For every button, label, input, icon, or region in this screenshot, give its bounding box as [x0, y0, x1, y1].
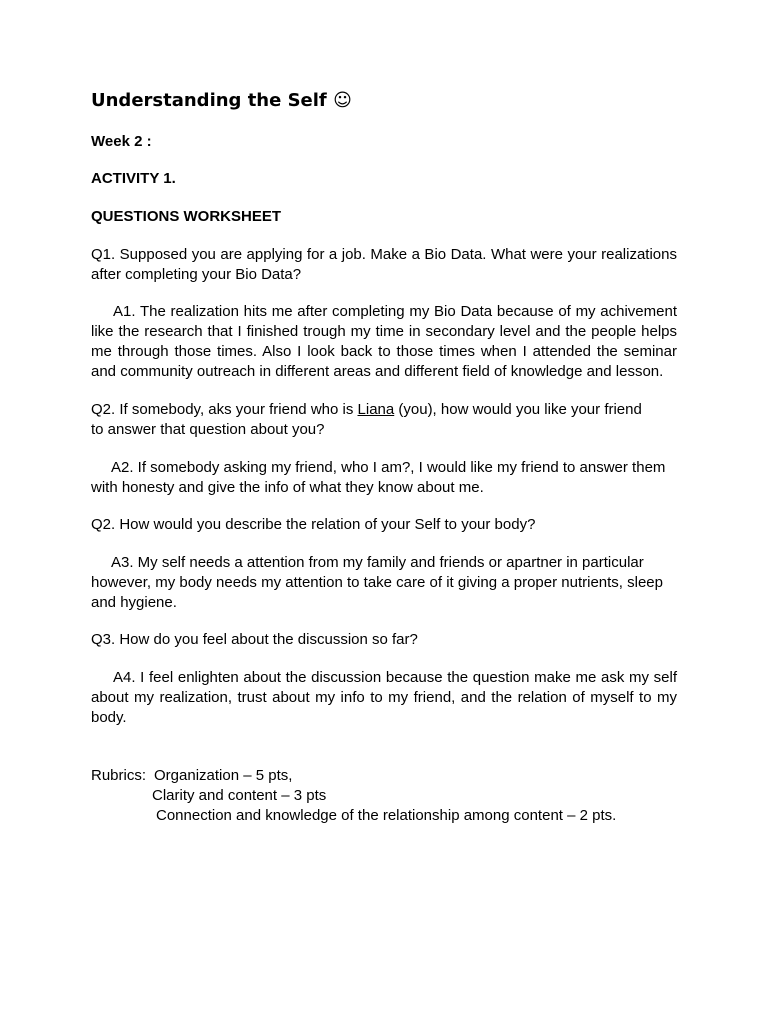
rubric-item: Clarity and content – 3 pts: [152, 787, 327, 804]
document-title: [91, 89, 352, 113]
question-2-suffix: (you), how would you like your friend to answer that question about you?: [91, 401, 642, 438]
smiley-icon: ☺: [333, 90, 352, 111]
answer-4: A4. I feel enlighten about the discussion because the question make me ask my self about my realization, trust about my info to my friend, and the relation of myself to my body.: [91, 669, 677, 726]
answer-3: A3. My self needs a attention from my family and friends or apartner in particular however, my body needs my attention to take care of it giving a proper nutrients, sleep and hygiene.: [91, 554, 663, 611]
rubric-item: Organization – 5 pts,: [154, 767, 293, 784]
rubrics-label: Rubrics:: [91, 767, 147, 784]
student-name: Liana: [357, 401, 395, 418]
activity-heading: ACTIVITY 1.: [91, 170, 176, 187]
question-2: [91, 400, 657, 440]
title-text: Understanding the Self: [91, 90, 327, 111]
answer-1: A1. The realization hits me after completing my Bio Data because of my achivement like the research that I finished trough my time in secondary level and the people helps me through those times. Also I look back to those times when I attended the seminar and community outreach in different areas and different field of knowledge and lesson.: [91, 303, 677, 380]
worksheet-heading: QUESTIONS WORKSHEET: [91, 208, 282, 225]
answer-2: A2. If somebody asking my friend, who I am?, I would like my friend to answer them with honesty and give the info of what they know about me.: [91, 459, 666, 496]
question-3: Q3. How do you feel about the discussion so far?: [91, 631, 418, 648]
question-2-prefix: Q2. If somebody, aks your friend who is: [91, 401, 358, 418]
rubric-item: Connection and knowledge of the relationship among content – 2 pts.: [156, 807, 617, 824]
week-heading: Week 2 :: [91, 133, 152, 150]
question-2b: Q2. How would you describe the relation of your Self to your body?: [91, 516, 536, 533]
question-1: Q1. Supposed you are applying for a job. Make a Bio Data. What were your realizations after completing your Bio Data?: [91, 246, 677, 283]
